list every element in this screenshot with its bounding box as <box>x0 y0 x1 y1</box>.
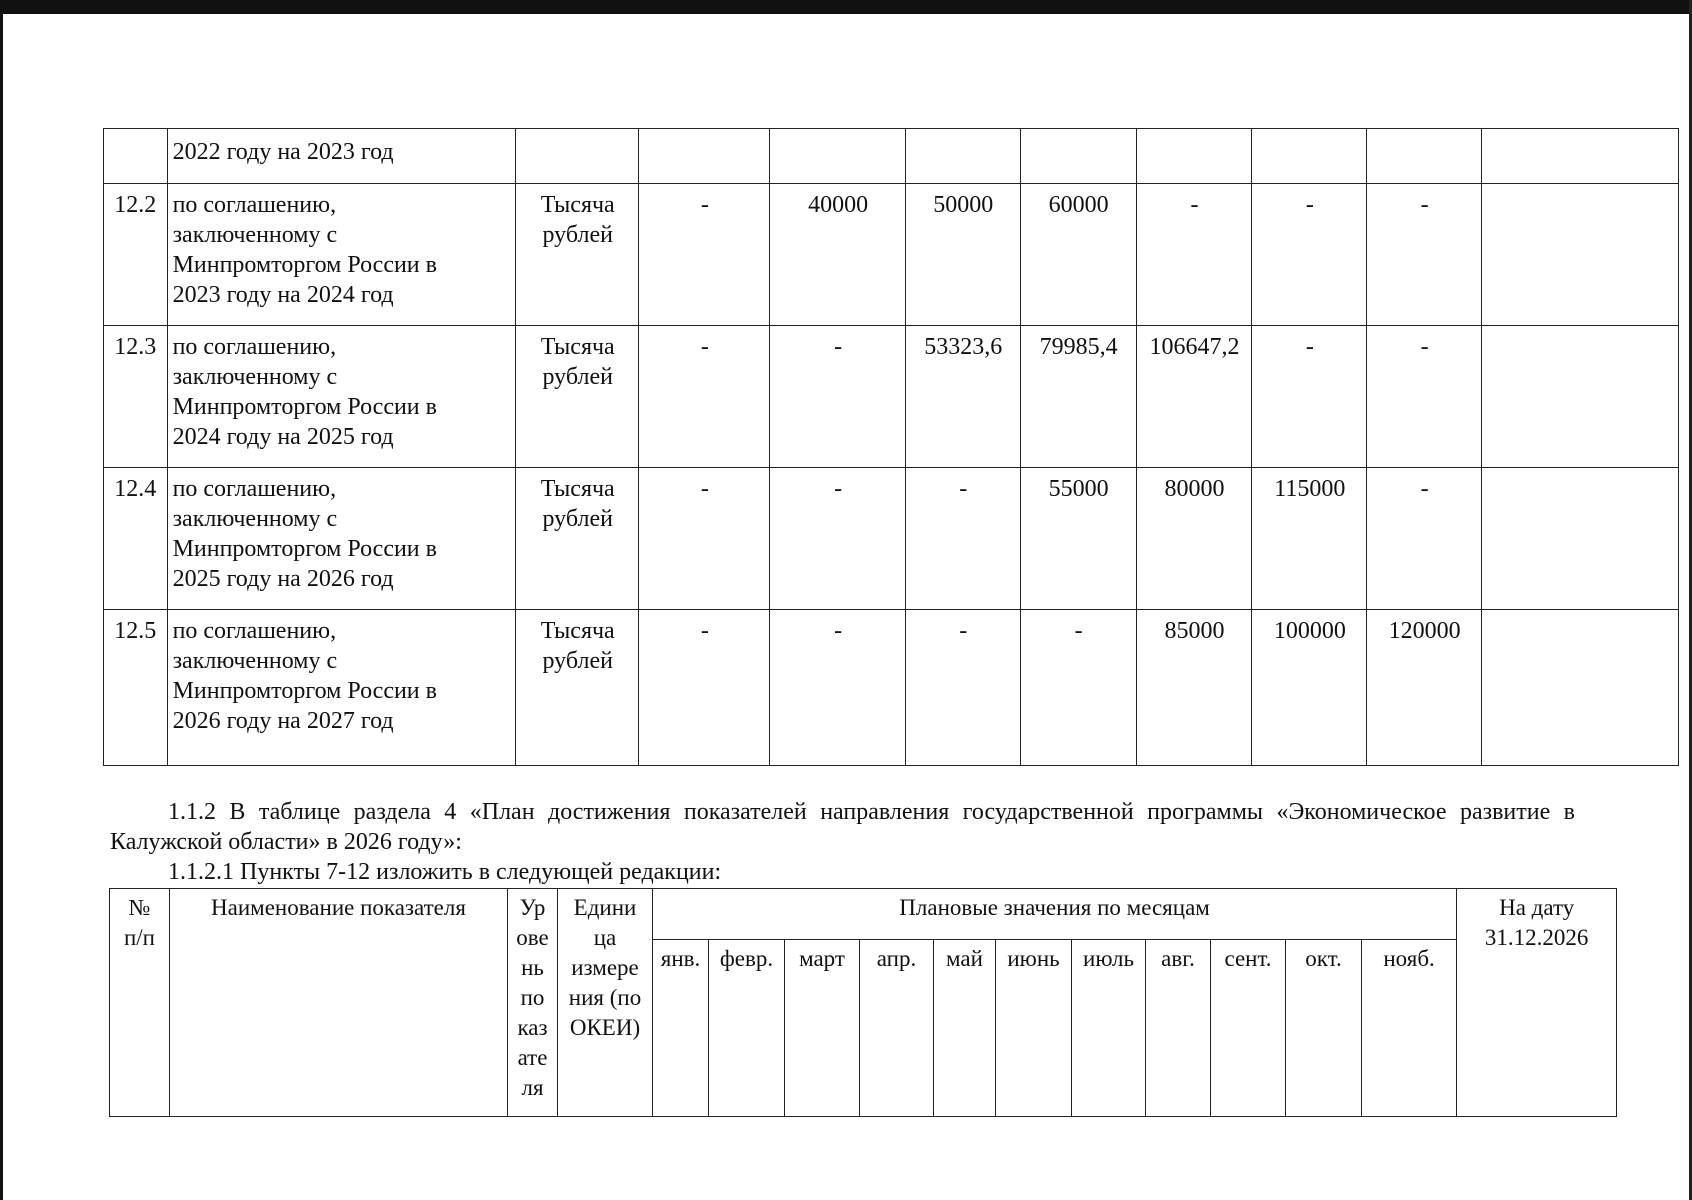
table-cell-value: - <box>770 326 905 468</box>
table-cell-value <box>1482 610 1679 766</box>
unit-line: рублей <box>542 222 613 248</box>
table-cell-value: - <box>639 184 770 326</box>
header-level-line: ове <box>516 925 549 950</box>
table-cell-name: 2022 году на 2023 год <box>167 129 516 184</box>
table-cell-value: 60000 <box>1020 184 1136 326</box>
table-cell-name <box>167 326 516 468</box>
table-cell-value: 55000 <box>1020 468 1136 610</box>
name-line: Минпромторгом России в <box>172 394 437 420</box>
indicator-table-continuation <box>103 128 1679 766</box>
table-cell-value: - <box>770 610 905 766</box>
table-row <box>104 326 1679 468</box>
header-level-line: ате <box>517 1045 548 1070</box>
header-level <box>508 889 558 1117</box>
name-line: Минпромторгом России в <box>172 252 437 278</box>
header-month: авг. <box>1146 940 1211 1117</box>
table-row <box>104 468 1679 610</box>
unit-line: рублей <box>542 648 613 674</box>
unit-line: Тысяча <box>540 476 615 502</box>
table-row <box>104 610 1679 766</box>
table-cell-value: - <box>639 326 770 468</box>
table-cell-value: - <box>1252 184 1367 326</box>
table-cell-value: - <box>1367 184 1482 326</box>
scan-top-border <box>0 0 1692 14</box>
table-cell-value: - <box>1136 184 1252 326</box>
header-unit <box>558 889 653 1117</box>
table-cell-value: - <box>639 468 770 610</box>
table-cell-unit <box>516 468 639 610</box>
header-date <box>1457 889 1617 1117</box>
table-cell-name <box>167 184 516 326</box>
table-cell-num <box>104 129 168 184</box>
header-level-line: нь <box>521 955 544 980</box>
name-line: Минпромторгом России в <box>172 536 437 562</box>
table-cell-value <box>1482 468 1679 610</box>
header-month: март <box>785 940 860 1117</box>
name-line: по соглашению, <box>172 476 337 502</box>
header-name: Наименование показателя <box>170 889 508 1117</box>
header-date-line: 31.12.2026 <box>1484 925 1589 950</box>
table-cell-num: 12.4 <box>104 468 168 610</box>
name-line: по соглашению, <box>172 192 337 218</box>
table-cell-num: 12.3 <box>104 326 168 468</box>
table-cell-value: - <box>1367 468 1482 610</box>
table-cell-value <box>1482 326 1679 468</box>
header-month: май <box>934 940 996 1117</box>
table-cell-value: - <box>905 468 1020 610</box>
header-month: февр. <box>709 940 785 1117</box>
header-level-line: Ур <box>519 895 546 920</box>
table-cell-unit <box>516 326 639 468</box>
header-month: янв. <box>653 940 709 1117</box>
table-cell-value: - <box>905 610 1020 766</box>
table-cell-value: 100000 <box>1252 610 1367 766</box>
table-cell-value: - <box>639 610 770 766</box>
table-cell-value: 40000 <box>770 184 905 326</box>
table-cell-num: 12.5 <box>104 610 168 766</box>
header-num <box>110 889 170 1117</box>
name-line: заключенному с <box>172 506 338 532</box>
header-unit-line: измере <box>571 955 639 980</box>
scan-left-border <box>0 0 3 1200</box>
table-cell-value: - <box>770 468 905 610</box>
name-line: Минпромторгом России в <box>172 678 437 704</box>
table-cell-unit <box>516 610 639 766</box>
header-month: окт. <box>1286 940 1362 1117</box>
table-cell-value: 115000 <box>1252 468 1367 610</box>
table-cell-value: 106647,2 <box>1136 326 1252 468</box>
table-cell-value: - <box>1020 610 1136 766</box>
header-level-line: по <box>520 985 545 1010</box>
unit-line: Тысяча <box>540 334 615 360</box>
name-line: 2024 году на 2025 год <box>172 424 394 450</box>
name-line: 2026 году на 2027 год <box>172 708 394 734</box>
unit-line: рублей <box>542 506 613 532</box>
name-line: заключенному с <box>172 222 338 248</box>
name-line: заключенному с <box>172 648 338 674</box>
header-month: нояб. <box>1362 940 1457 1117</box>
table-cell-value <box>1482 184 1679 326</box>
header-unit-line: ния (по <box>568 985 642 1010</box>
header-month: июнь <box>996 940 1072 1117</box>
header-unit-line: ца <box>593 925 617 950</box>
table-cell-value: 53323,6 <box>905 326 1020 468</box>
table-cell-value: 85000 <box>1136 610 1252 766</box>
plan-table-header <box>109 888 1617 1117</box>
header-unit-line: ОКЕИ) <box>569 1015 641 1040</box>
header-num-line: п/п <box>123 925 155 950</box>
table-cell-value: 79985,4 <box>1020 326 1136 468</box>
table-cell-unit <box>516 184 639 326</box>
table-cell-name <box>167 610 516 766</box>
table-cell-value: - <box>1252 326 1367 468</box>
header-level-line: каз <box>517 1015 548 1040</box>
table-cell-value: - <box>1367 326 1482 468</box>
table-cell-value: 80000 <box>1136 468 1252 610</box>
name-line: по соглашению, <box>172 618 337 644</box>
header-num-line: № <box>128 895 151 920</box>
header-month: июль <box>1072 940 1146 1117</box>
header-plan-by-month: Плановые значения по месяцам <box>653 889 1457 940</box>
header-unit-line: Едини <box>573 895 637 920</box>
header-date-line: На дату <box>1499 895 1575 920</box>
paragraph-1-1-2: 1.1.2 В таблице раздела 4 «План достижения показателей направления государственной программы «Экономическое развитие в Калужской области» в 2026 году»: <box>110 799 1575 855</box>
unit-line: рублей <box>542 364 613 390</box>
header-level-line: ля <box>521 1075 544 1100</box>
table-row <box>104 129 1679 184</box>
table-cell-name <box>167 468 516 610</box>
paragraph-1-1-2-1: 1.1.2.1 Пункты 7-12 изложить в следующей редакции: <box>168 859 722 885</box>
name-line: 2025 году на 2026 год <box>172 566 394 592</box>
table-cell-num: 12.2 <box>104 184 168 326</box>
name-line: по соглашению, <box>172 334 337 360</box>
table-cell-value: 50000 <box>905 184 1020 326</box>
name-line: заключенному с <box>172 364 338 390</box>
header-month: сент. <box>1211 940 1286 1117</box>
name-line: 2023 году на 2024 год <box>172 282 394 308</box>
table-cell-value: 120000 <box>1367 610 1482 766</box>
table-row <box>104 184 1679 326</box>
header-month: апр. <box>860 940 934 1117</box>
unit-line: Тысяча <box>540 618 615 644</box>
unit-line: Тысяча <box>540 192 615 218</box>
